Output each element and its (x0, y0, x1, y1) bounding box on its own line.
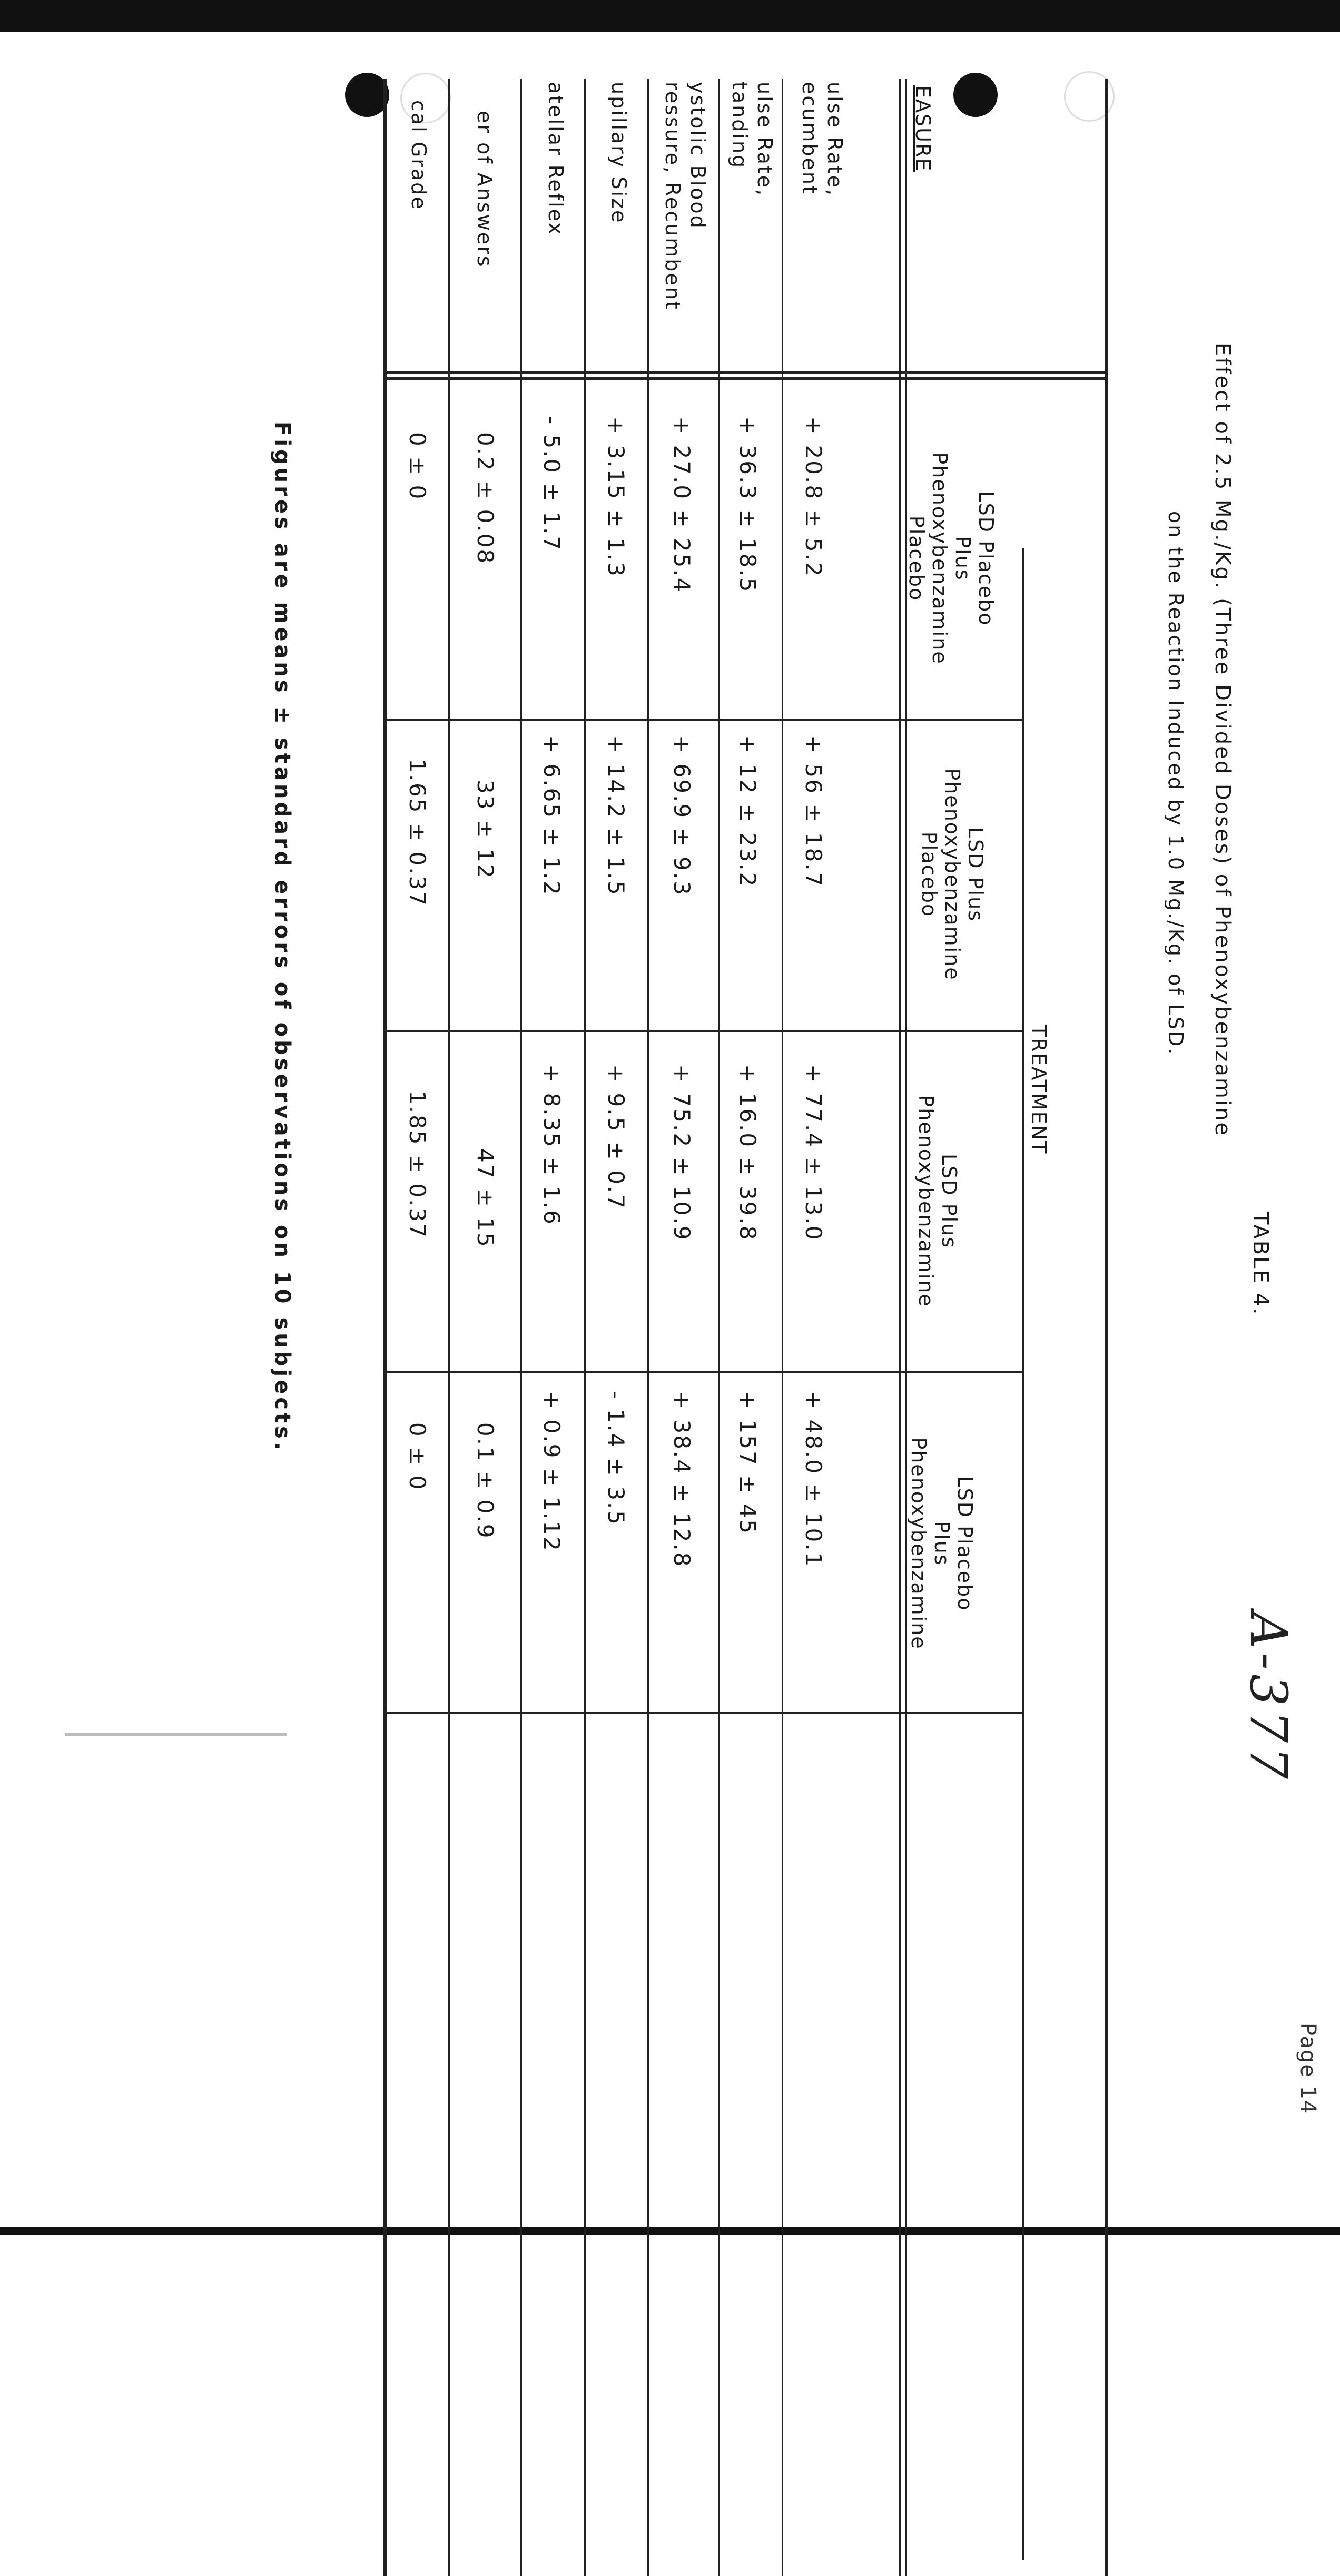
row-label: cal Grade (407, 100, 430, 211)
row-label: ystolic Blood ressure, Recumbent (661, 82, 710, 311)
table-cell: - 1.4 ± 3.5 (603, 1391, 629, 1526)
column-rule (383, 1030, 1024, 1032)
row-rule (520, 79, 522, 2576)
table-cell: + 38.4 ± 12.8 (669, 1391, 695, 1568)
row-label: upillary Size (607, 82, 630, 224)
treatment-header: TREATMENT (1027, 1025, 1050, 1155)
table-cell: + 3.15 ± 1.3 (603, 416, 629, 578)
table-cell: 0 ± 0 (405, 432, 430, 501)
table-label: TABLE 4. (1248, 1212, 1273, 1316)
table-cell: + 75.2 ± 10.9 (669, 1064, 695, 1242)
page-number: Page 14 (1296, 2023, 1320, 2115)
table-cell: + 12 ± 23.2 (735, 735, 761, 888)
table-cell: 0.1 ± 0.9 (472, 1422, 498, 1540)
row-label: atellar Reflex (544, 82, 567, 236)
row-rule (647, 79, 649, 2576)
column-rule (383, 1712, 1024, 1714)
row-rule (584, 79, 586, 2576)
column-header: LSD Placebo Plus Phenoxybenzamine (907, 1437, 977, 1650)
table-cell: + 77.4 ± 13.0 (801, 1064, 826, 1242)
row-rule (718, 79, 720, 2576)
table-subtitle: on the Reaction Induced by 1.0 Mg./Kg. of LSD. (1164, 511, 1187, 1056)
measure-header: EASURE (911, 85, 934, 172)
row-label: er of Answers (473, 111, 496, 268)
row-label: ulse Rate, tanding (728, 82, 776, 198)
table-cell: - 5.0 ± 1.7 (539, 416, 565, 552)
row-rule (782, 79, 783, 2576)
table-cell: + 157 ± 45 (735, 1391, 761, 1536)
table-cell: 1.65 ± 0.37 (405, 759, 430, 907)
row-rule (448, 79, 450, 2576)
scan-artifact-line (65, 1733, 287, 1736)
table-cell: 33 ± 12 (472, 780, 498, 880)
table-cell: + 16.0 ± 39.8 (735, 1064, 761, 1242)
handwritten-id: A-377 (1239, 1612, 1298, 1783)
column-header: LSD Plus Phenoxybenzamine Placebo (918, 768, 987, 981)
table-cell: 1.85 ± 0.37 (405, 1090, 430, 1239)
column-header: LSD Plus Phenoxybenzamine (914, 1095, 961, 1307)
table-cell: + 48.0 ± 10.1 (801, 1391, 826, 1568)
table-cell: + 0.9 ± 1.12 (539, 1391, 565, 1552)
table-footnote: Figures are means ± standard errors of observations on 10 subjects. (270, 421, 294, 1453)
table-cell: 0.2 ± 0.08 (472, 432, 498, 565)
table-cell: + 9.5 ± 0.7 (603, 1064, 629, 1211)
table-cell: + 69.9 ± 9.3 (669, 735, 695, 897)
table-cell: + 6.65 ± 1.2 (539, 735, 565, 897)
column-header: LSD Placebo Plus Phenoxybenzamine Placebo (905, 452, 998, 665)
table-cell: 47 ± 15 (472, 1148, 498, 1248)
table-cell: 0 ± 0 (405, 1422, 430, 1491)
table-cell: + 27.0 ± 25.4 (669, 416, 695, 594)
treatment-rule (1022, 548, 1024, 2560)
column-rule (383, 1371, 1024, 1373)
column-rule (383, 719, 1024, 721)
table-bottom-rule (383, 79, 387, 2576)
table-top-rule (1105, 79, 1108, 2576)
header-rule-2 (899, 79, 901, 2576)
row-label: ulse Rate, ecumbent (798, 82, 846, 198)
table-cell: + 8.35 ± 1.6 (539, 1064, 565, 1226)
measure-column-rule (383, 371, 1108, 374)
table-cell: + 56 ± 18.7 (801, 735, 826, 888)
table-title: Effect of 2.5 Mg./Kg. (Three Divided Doses) of Phenoxybenzamine (1210, 342, 1235, 1137)
table-cell: + 20.8 ± 5.2 (801, 416, 826, 578)
table-cell: + 14.2 ± 1.5 (603, 735, 629, 897)
table-cell: + 36.3 ± 18.5 (735, 416, 761, 594)
measure-column-rule (383, 377, 1108, 380)
